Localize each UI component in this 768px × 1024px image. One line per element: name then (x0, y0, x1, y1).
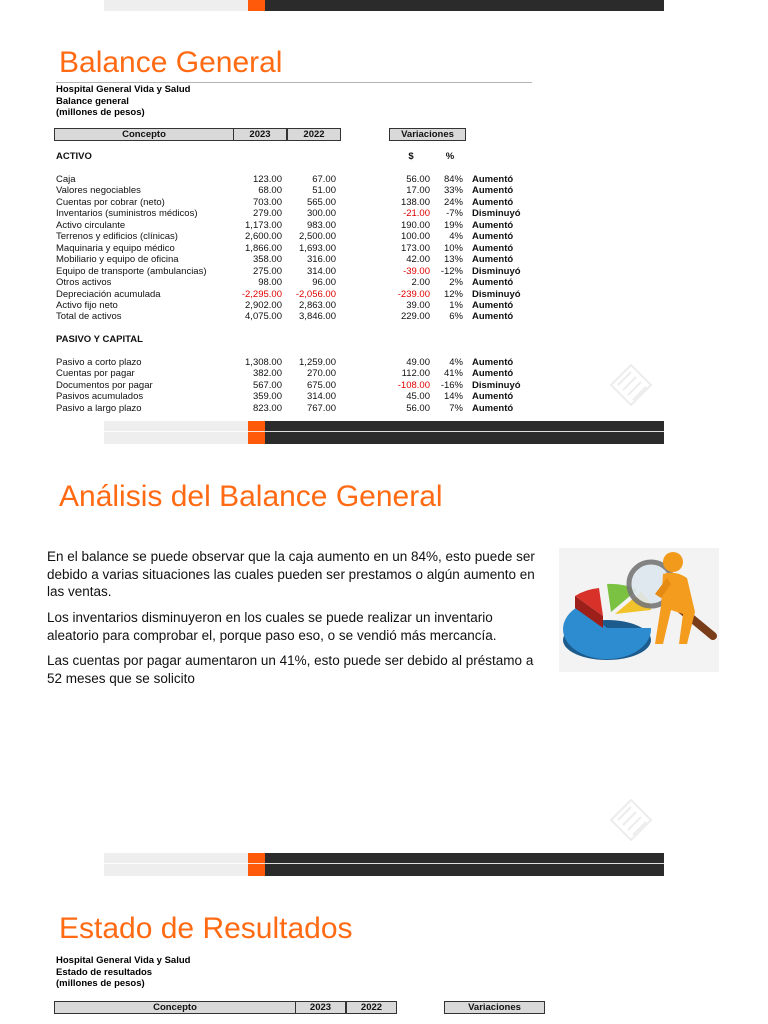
table-row (0, 311, 768, 322)
variation-status: Aumentó (472, 357, 514, 368)
row-label: Depreciación acumulada (56, 288, 161, 300)
variation-amount: 2.00 (411, 277, 430, 289)
value-2023: 703.00 (252, 196, 282, 208)
value-2023: 359.00 (252, 391, 282, 403)
variation-status: Aumentó (472, 391, 514, 403)
value-2023: 1,173.00 (245, 219, 282, 231)
document-name: Balance general (56, 95, 129, 107)
value-2022: 1,693.00 (299, 242, 336, 254)
units-label: (millones de pesos) (56, 107, 145, 118)
variation-status: Aumentó (472, 299, 514, 311)
variation-percent: -16% (440, 379, 463, 391)
table-row (0, 243, 768, 254)
column-header-variaciones: Variaciones (444, 1001, 545, 1014)
variation-status: Aumentó (472, 231, 514, 243)
variation-amount: 112.00 (401, 368, 430, 380)
variation-amount: -21.00 (403, 208, 430, 220)
section-pasivo-capital: PASIVO Y CAPITAL (56, 334, 143, 345)
row-label: Inventarios (suministros médicos) (56, 208, 198, 220)
value-2022: 51.00 (312, 185, 336, 197)
value-2022: 3,846.00 (299, 311, 336, 323)
row-label: Cuentas por cobrar (neto) (56, 196, 165, 208)
value-2023: 2,600.00 (245, 231, 282, 243)
value-2023: 567.00 (252, 379, 282, 391)
variation-status: Disminuyó (472, 265, 521, 277)
company-name: Hospital General Vida y Salud (56, 84, 191, 95)
analysis-paragraph-3: Las cuentas por pagar aumentaron un 41%, esto puede ser debido al préstamo a 52 meses que se solicito (47, 653, 534, 686)
row-label: Activo circulante (56, 219, 126, 231)
variation-percent: 14% (443, 391, 463, 403)
section-activo: ACTIVO (56, 151, 92, 162)
value-2022: 270.00 (306, 368, 336, 380)
table-row (0, 300, 768, 311)
value-2022: 300.00 (306, 208, 336, 220)
slide-divider-bar-2 (104, 853, 664, 876)
variation-amount: -239.00 (397, 288, 430, 300)
variation-status: Aumentó (472, 219, 514, 231)
table-row (0, 208, 768, 219)
value-2022: 314.00 (306, 265, 336, 277)
value-2022: 675.00 (306, 379, 336, 391)
value-2022: 67.00 (312, 174, 336, 185)
watermark-logo-icon (606, 360, 656, 410)
table-row (0, 197, 768, 208)
row-label: Terrenos y edificios (clínicas) (56, 231, 178, 243)
row-label: Activo fijo neto (56, 299, 118, 311)
column-header-concepto: Concepto (54, 128, 234, 141)
row-label: Equipo de transporte (ambulancias) (56, 265, 207, 277)
row-label: Otros activos (56, 277, 112, 289)
value-2023: 2,902.00 (245, 299, 282, 311)
slide-title-analisis: Análisis del Balance General (59, 480, 443, 513)
row-label: Mobiliario y equipo de oficina (56, 254, 179, 266)
table-row (0, 254, 768, 265)
report-header-resultados (56, 955, 190, 990)
variation-status: Aumentó (472, 402, 514, 414)
variation-percent: 4% (449, 357, 463, 368)
variation-amount: 17.00 (406, 185, 430, 197)
subheader-dollar: $ (408, 151, 414, 162)
table-row (0, 266, 768, 277)
row-label: Valores negociables (56, 185, 141, 197)
table-row (0, 185, 768, 196)
row-label: Maquinaria y equipo médico (56, 242, 175, 254)
variation-amount: 190.00 (400, 219, 430, 231)
value-2022: -2,056.00 (295, 288, 336, 300)
variation-percent: 13% (443, 254, 463, 266)
variation-percent: 7% (449, 402, 463, 414)
variation-percent: 6% (449, 311, 463, 323)
value-2022: 314.00 (306, 391, 336, 403)
variation-amount: 49.00 (406, 357, 430, 368)
value-2022: 316.00 (306, 254, 336, 266)
row-label: Total de activos (56, 311, 122, 323)
variation-percent: 24% (443, 196, 463, 208)
value-2023: 98.00 (258, 277, 282, 289)
slide-divider-bar-1 (104, 421, 664, 444)
value-2023: 1,308.00 (245, 357, 282, 368)
variation-amount: 173.00 (400, 242, 430, 254)
variation-status: Disminuyó (472, 288, 521, 300)
title-underline (56, 82, 532, 83)
row-label: Pasivo a largo plazo (56, 402, 142, 414)
value-2022: 96.00 (312, 277, 336, 289)
value-2022: 983.00 (306, 219, 336, 231)
row-label: Pasivo a corto plazo (56, 357, 142, 368)
row-label: Documentos por pagar (56, 379, 153, 391)
value-2023: 382.00 (252, 368, 282, 380)
table-row (0, 231, 768, 242)
variation-percent: 19% (443, 219, 463, 231)
table-row (0, 220, 768, 231)
slide-title-balance-general: Balance General (59, 46, 283, 79)
value-2022: 1,259.00 (299, 357, 336, 368)
value-2023: 68.00 (258, 185, 282, 197)
variation-amount: 56.00 (406, 174, 430, 185)
variation-percent: 84% (443, 174, 463, 185)
variation-amount: 138.00 (400, 196, 430, 208)
variation-percent: 33% (443, 185, 463, 197)
report-header (56, 84, 190, 119)
variation-amount: -108.00 (397, 379, 430, 391)
variation-amount: -39.00 (403, 265, 430, 277)
variation-percent: 10% (443, 242, 463, 254)
row-label: Cuentas por pagar (56, 368, 135, 380)
column-header-2023: 2023 (295, 1001, 346, 1014)
variation-status: Aumentó (472, 196, 514, 208)
column-header-variaciones: Variaciones (389, 128, 466, 141)
value-2022: 565.00 (306, 196, 336, 208)
variation-status: Aumentó (472, 311, 514, 323)
value-2023: 123.00 (252, 174, 282, 185)
value-2023: 358.00 (252, 254, 282, 266)
column-header-2022: 2022 (346, 1001, 397, 1014)
row-label: Pasivos acumulados (56, 391, 144, 403)
variation-amount: 42.00 (406, 254, 430, 266)
value-2023: 823.00 (252, 402, 282, 414)
variation-percent: 2% (449, 277, 463, 289)
variation-status: Aumentó (472, 368, 514, 380)
units-label: (millones de pesos) (56, 978, 145, 989)
variation-amount: 39.00 (406, 299, 430, 311)
variation-status: Aumentó (472, 254, 514, 266)
column-header-2023: 2023 (233, 128, 287, 141)
analysis-paragraph-1: En el balance se puede observar que la caja aumento en un 84%, esto puede ser debido a varias situaciones las cuales pueden ser prestamos o algún aumento en las ventas. (47, 549, 535, 599)
analysis-paragraph-2: Los inventarios disminuyeron en los cuales se puede realizar un inventario aleatorio para comprobar el, porque paso eso, o se vendió más mercancía. (47, 610, 497, 643)
variation-amount: 56.00 (406, 402, 430, 414)
variation-status: Disminuyó (472, 208, 521, 220)
company-name: Hospital General Vida y Salud (56, 955, 191, 966)
variation-percent: 1% (449, 299, 463, 311)
column-header-concepto: Concepto (54, 1001, 296, 1014)
magnifier-pie-chart-illustration (559, 548, 719, 672)
value-2022: 2,500.00 (299, 231, 336, 243)
value-2023: 1,866.00 (245, 242, 282, 254)
variation-amount: 229.00 (400, 311, 430, 323)
variation-percent: 4% (449, 231, 463, 243)
slide-title-estado-resultados: Estado de Resultados (59, 912, 353, 945)
variation-percent: 12% (443, 288, 463, 300)
watermark-logo-icon (606, 795, 656, 845)
column-header-2022: 2022 (287, 128, 341, 141)
table-row (0, 289, 768, 300)
value-2022: 2,863.00 (299, 299, 336, 311)
variation-status: Aumentó (472, 242, 514, 254)
value-2023: 279.00 (252, 208, 282, 220)
value-2023: -2,295.00 (241, 288, 282, 300)
variation-amount: 45.00 (406, 391, 430, 403)
variation-percent: 41% (443, 368, 463, 380)
subheader-percent: % (445, 151, 455, 162)
table-row (0, 277, 768, 288)
variation-status: Aumentó (472, 174, 514, 185)
value-2022: 767.00 (306, 402, 336, 414)
value-2023: 275.00 (252, 265, 282, 277)
variation-status: Aumentó (472, 277, 514, 289)
variation-status: Disminuyó (472, 379, 521, 391)
variation-percent: -12% (440, 265, 463, 277)
variation-status: Aumentó (472, 185, 514, 197)
top-decorative-bar (104, 0, 664, 11)
table-row (0, 174, 768, 185)
variation-amount: 100.00 (400, 231, 430, 243)
value-2023: 4,075.00 (245, 311, 282, 323)
document-name: Estado de resultados (56, 966, 153, 978)
row-label: Caja (56, 174, 76, 185)
variation-percent: -7% (446, 208, 463, 220)
